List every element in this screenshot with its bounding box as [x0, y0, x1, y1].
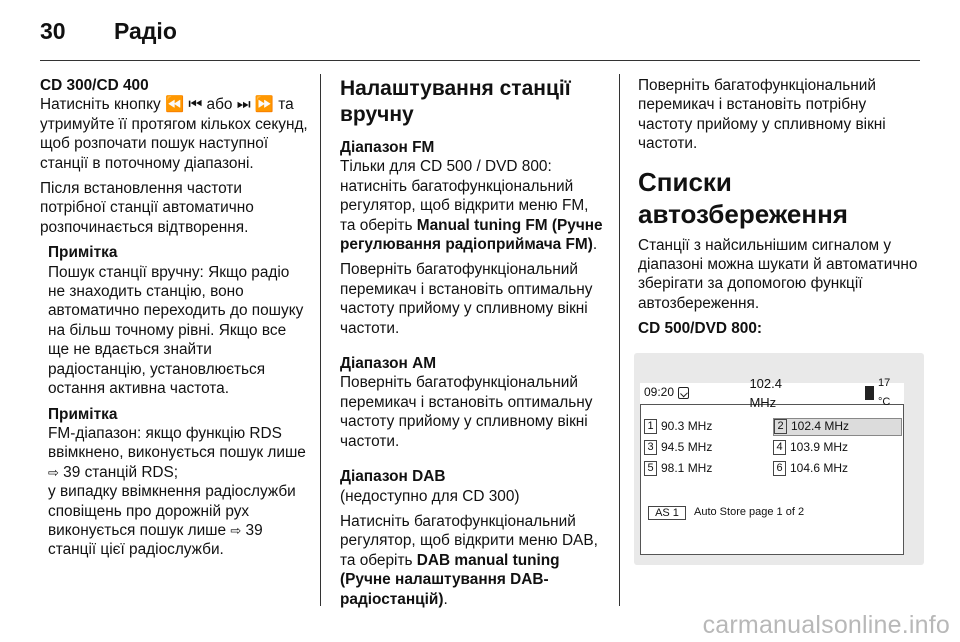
page-ref-arrow-icon: ⇨ — [48, 464, 59, 480]
fm-paragraph-1 — [340, 157, 608, 254]
am-heading: Діапазон AM — [340, 355, 437, 373]
note-2-title: Примітка — [48, 405, 118, 423]
radio-display-illustration — [634, 353, 924, 565]
note-2-text-c: у випадку ввімкнення радіослужби сповіщень про дорожній рух виконується пошук лише — [48, 483, 296, 539]
preset-5[interactable] — [644, 460, 773, 478]
fm-p1-text: Тільки для CD 500 / DVD 800: натисніть багатофункціональний регулятор, щоб відкрити меню FM, та оберіть — [340, 158, 589, 234]
preset-1[interactable] — [644, 418, 773, 436]
dab-p2-end: . — [443, 590, 448, 608]
column-3 — [638, 76, 920, 565]
manual-tuning-title: Налаштування станції вручну — [340, 77, 571, 126]
preset-number: 2 — [774, 419, 787, 434]
page-header — [40, 18, 177, 54]
note-1 — [40, 243, 310, 398]
preset-4[interactable] — [773, 439, 902, 457]
fm-paragraph-2: Поверніть багатофункціональний перемикач і встановіть оптимальну частоту прийому у спливному вікні частоти. — [340, 261, 593, 337]
dab-heading: Діапазон DAB — [340, 468, 446, 486]
preset-frequency: 104.6 MHz — [790, 460, 849, 475]
fm-menu-item: Manual tuning FM (Ручне регулювання радіоприймача FM) — [340, 216, 603, 254]
phone-icon — [865, 386, 874, 400]
preset-number: 1 — [644, 419, 657, 434]
autostore-title: Списки автозбереження — [638, 166, 848, 229]
note-2-text-b: 39 станцій RDS; — [58, 463, 179, 481]
note-2-text-a: FM-діапазон: якщо функцію RDS ввімкнено, виконується пошук лише — [48, 424, 306, 462]
display-status-bar — [640, 375, 904, 411]
dab-menu-item: DAB manual tuning (Ручне налаштування DAB-радіостанцій) — [340, 551, 560, 608]
preset-frequency: 103.9 MHz — [790, 439, 849, 454]
dab-paragraph-2 — [340, 512, 608, 609]
autostore-page-label: Auto Store page 1 of 2 — [694, 505, 805, 518]
page-number: 30 — [40, 18, 66, 44]
page-ref-arrow-icon: ⇨ — [230, 522, 242, 538]
note-2 — [40, 405, 310, 560]
temperature: 17 °C — [878, 376, 891, 409]
playback-paragraph: Після встановлення частоти потрібної станції автоматично розпочинається відтворення. — [40, 180, 254, 236]
rds-icon — [678, 387, 689, 399]
preset-2[interactable] — [773, 418, 902, 436]
note-1-title: Примітка — [48, 244, 118, 262]
preset-6[interactable] — [773, 460, 902, 478]
column-divider-1 — [320, 74, 321, 606]
note-2-text-d: 39 станції цієї радіослужби. — [48, 521, 263, 559]
seek-paragraph: Натисніть кнопку ⏪ ⏮ або ⏭ ⏩ та утримуйте її протягом кількох секунд, щоб розпочати пошук наступної станції в поточному діапазоні. — [40, 96, 308, 172]
tuning-paragraph: Поверніть багатофункціональний перемикач і встановіть потрібну частоту прийому у спливному вікні частоти. — [638, 77, 886, 153]
watermark: carmanualsonline.info — [702, 611, 950, 639]
preset-number: 6 — [773, 461, 786, 476]
clock: 09:20 — [644, 385, 675, 400]
preset-frequency: 90.3 MHz — [661, 418, 713, 433]
preset-grid — [644, 417, 902, 480]
column-divider-2 — [619, 74, 620, 606]
column-1 — [40, 76, 310, 566]
preset-3[interactable] — [644, 439, 773, 457]
am-paragraph: Поверніть багатофункціональний перемикач і встановіть оптимальну частоту прийому у спливному вікні частоти. — [340, 374, 593, 450]
preset-frequency: 94.5 MHz — [661, 439, 713, 454]
note-2-text — [48, 424, 310, 560]
preset-number: 5 — [644, 461, 657, 476]
preset-frequency: 98.1 MHz — [661, 460, 713, 475]
header-rule — [40, 60, 920, 61]
preset-number: 4 — [773, 440, 786, 455]
note-1-text: Пошук станції вручну: Якщо радіо не знаходить станцію, воно автоматично переходить до пошуку на більш точному рівні. Якщо все ще не вдається знайти радіостанцію, установлюється остання активна частота. — [48, 263, 304, 398]
fm-p1-end: . — [592, 236, 598, 254]
dab-p2-text: Натисніть багатофункціональний регулятор, щоб відкрити меню DAB, та оберіть — [340, 512, 598, 569]
cd300-heading: CD 300/CD 400 — [40, 77, 149, 94]
preset-frequency: 102.4 MHz — [791, 418, 850, 433]
fm-heading: Діапазон FM — [340, 139, 435, 156]
preset-number: 3 — [644, 440, 657, 455]
as-button[interactable]: AS 1 — [648, 506, 686, 520]
section-title: Радіо — [114, 18, 177, 44]
current-frequency: 102.4 MHz — [749, 375, 782, 411]
column-2 — [340, 76, 608, 615]
cd500-heading: CD 500/DVD 800: — [638, 320, 763, 338]
autostore-bar — [648, 505, 898, 521]
autostore-paragraph: Станції з найсильнішим сигналом у діапазоні можна шукати й автоматично зберігати за допомогою функції автозбереження. — [638, 236, 918, 312]
dab-paragraph-1: (недоступно для CD 300) — [340, 487, 520, 505]
